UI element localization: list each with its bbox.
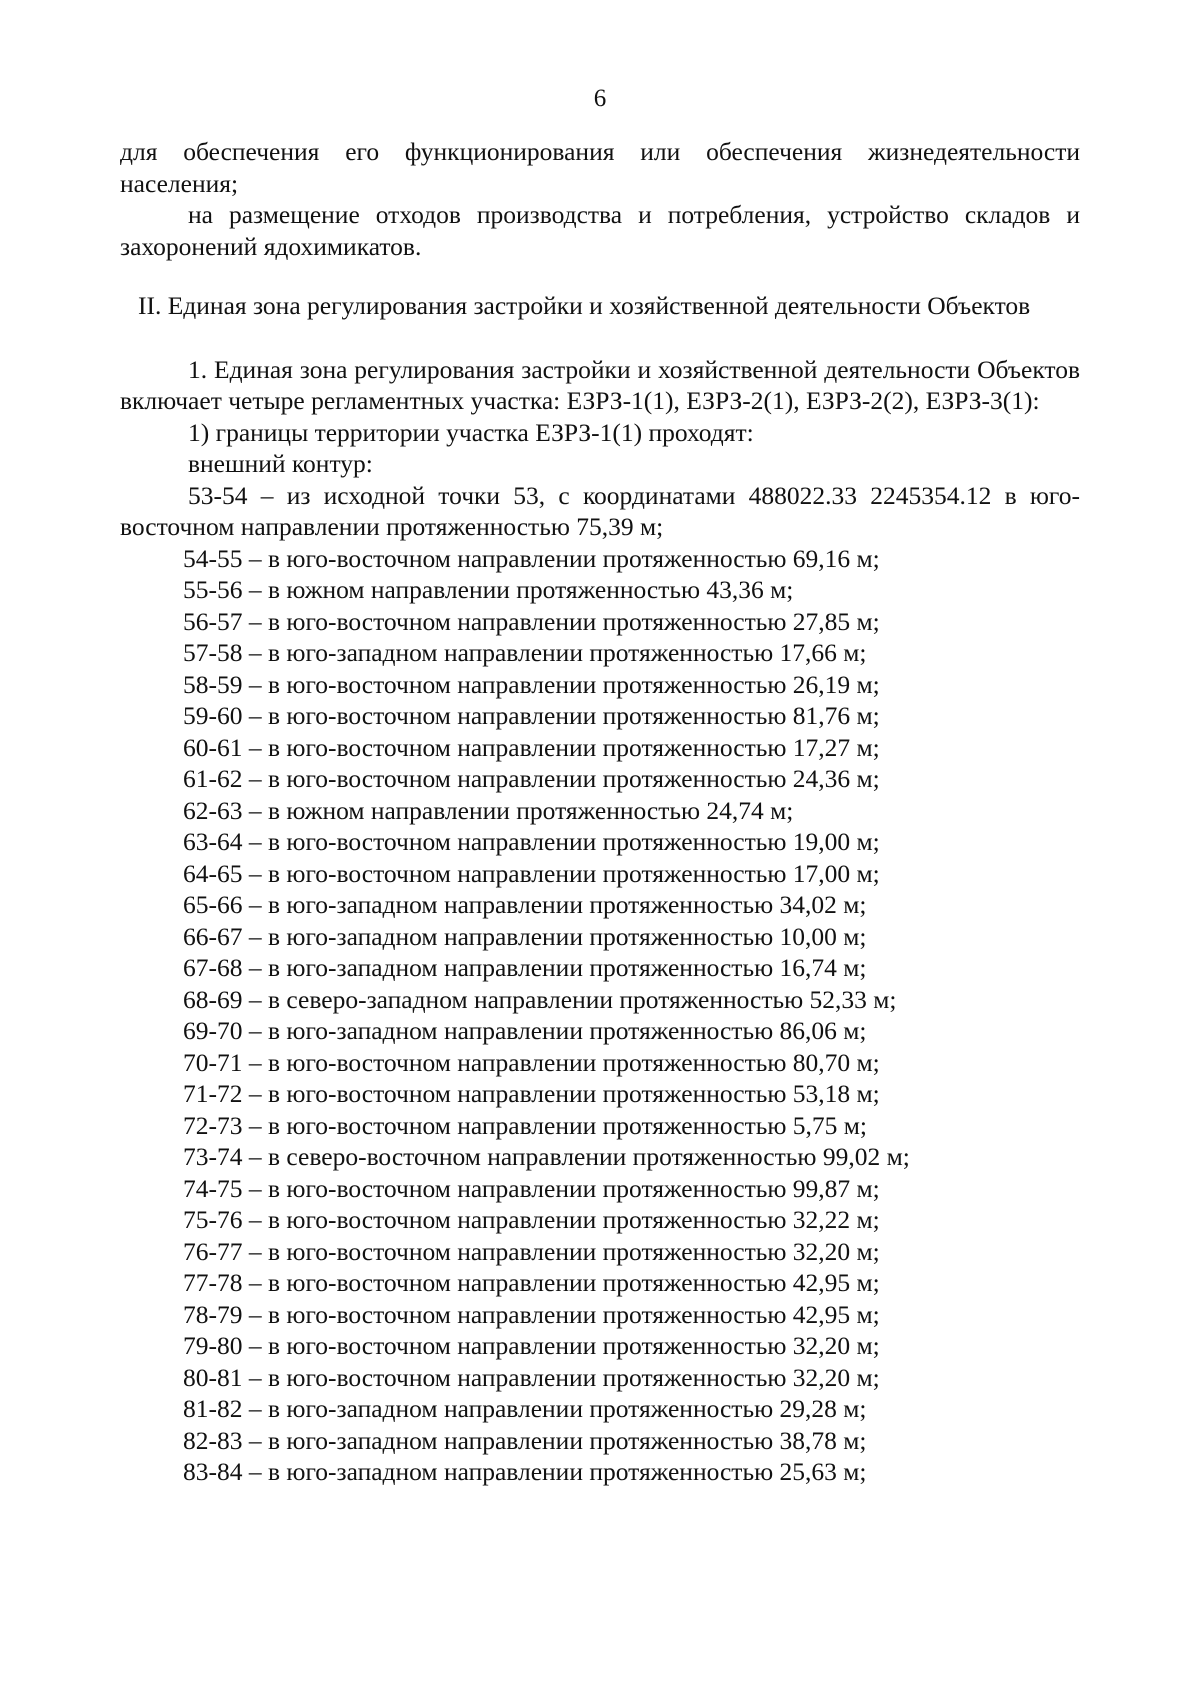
boundary-segment [120, 1110, 1080, 1142]
segment-id: 82-83 – [183, 1426, 268, 1455]
boundary-segment [120, 1362, 1080, 1394]
segment-description: в юго-западном направлении протяженностью 34,02 м; [268, 890, 867, 919]
segment-description: в северо-западном направлении протяженностью 52,33 м; [268, 984, 897, 1014]
boundary-segment [120, 1267, 1080, 1299]
segment-description: в юго-восточном направлении протяженностью 81,76 м; [268, 701, 880, 730]
boundary-segment [120, 826, 1080, 858]
segment-description: в юго-восточном направлении протяженностью 32,20 м; [268, 1362, 880, 1392]
segment-id: 83-84 – [183, 1457, 268, 1486]
segment-description: в юго-восточном направлении протяженностью 32,20 м; [268, 1236, 880, 1266]
segment-description: в юго-западном направлении протяженностью 86,06 м; [268, 1016, 867, 1045]
segment-id: 61-62 – [183, 764, 268, 793]
segment-description: в юго-восточном направлении протяженностью 26,19 м; [268, 669, 880, 699]
boundary-segment [120, 1456, 1080, 1488]
boundary-segment [120, 795, 1080, 827]
boundary-segment [120, 574, 1080, 606]
segment-description: в юго-восточном направлении протяженностью 27,85 м; [268, 606, 880, 636]
segment-id: 73-74 – [183, 1142, 268, 1171]
segment-id: 78-79 – [183, 1300, 268, 1329]
segment-description: в северо-восточном направлении протяженностью 99,02 м; [268, 1142, 910, 1171]
segment-id: 79-80 – [183, 1331, 268, 1360]
segment-id: 68-69 – [183, 985, 268, 1014]
segment-description: в юго-восточном направлении протяженностью 24,36 м; [268, 764, 880, 793]
segment-description: в южном направлении протяженностью 24,74 м; [268, 795, 794, 825]
segment-description: в юго-восточном направлении протяженностью 17,00 м; [268, 858, 880, 888]
boundary-segment [120, 1173, 1080, 1205]
boundary-segment [120, 606, 1080, 638]
segment-description: в юго-западном направлении протяженностью 38,78 м; [268, 1425, 867, 1455]
boundary-segment [120, 1015, 1080, 1047]
boundary-segment [120, 669, 1080, 701]
segment-id: 71-72 – [183, 1079, 268, 1108]
first-segment: 53-54 – из исходной точки 53, с координатами 488022.33 2245354.12 в юго-восточном направлении протяженностью 75,39 м; [120, 480, 1080, 541]
page-number: 6 [593, 85, 607, 112]
segment-id: 72-73 – [183, 1111, 268, 1140]
boundary-segment [120, 543, 1080, 575]
segment-id: 59-60 – [183, 701, 268, 730]
boundary-segment [120, 858, 1080, 890]
boundary-segment [120, 637, 1080, 669]
segment-description: в юго-восточном направлении протяженностью 42,95 м; [268, 1268, 880, 1297]
segment-description: в юго-западном направлении протяженностью 16,74 м; [268, 953, 867, 982]
boundary-segment [120, 700, 1080, 732]
segment-description: в юго-западном направлении протяженностью 25,63 м; [268, 1457, 867, 1486]
segment-id: 80-81 – [183, 1363, 268, 1392]
boundary-segment [120, 1393, 1080, 1425]
segment-id: 57-58 – [183, 638, 268, 667]
segment-id: 69-70 – [183, 1016, 268, 1045]
segment-description: в юго-восточном направлении протяженностью 5,75 м; [268, 1110, 868, 1140]
boundary-segment [120, 1047, 1080, 1079]
boundary-segment [120, 1141, 1080, 1173]
segment-description: в юго-восточном направлении протяженностью 80,70 м; [268, 1047, 880, 1077]
boundary-segment [120, 921, 1080, 953]
segment-description: в южном направлении протяженностью 43,36 м; [268, 575, 794, 604]
segment-description: в юго-восточном направлении протяженностью 17,27 м; [268, 732, 880, 762]
segment-description: в юго-восточном направлении протяженностью 32,22 м; [268, 1205, 880, 1234]
segment-description: в юго-восточном направлении протяженностью 69,16 м; [268, 543, 880, 573]
document-body [120, 136, 1080, 1488]
intro-paragraph-2: на размещение отходов производства и потребления, устройство складов и захоронений ядохимикатов. [120, 200, 1080, 261]
segment-description: в юго-западном направлении протяженностью 10,00 м; [268, 921, 867, 951]
segment-description: в юго-восточном направлении протяженностью 42,95 м; [268, 1299, 880, 1329]
boundary-segment [120, 1425, 1080, 1457]
boundary-segment [120, 763, 1080, 795]
segment-id: 63-64 – [183, 827, 268, 856]
segment-id: 76-77 – [183, 1237, 268, 1266]
section-heading: II. Единая зона регулирования застройки и хозяйственной деятельности Объектов [138, 291, 1031, 320]
boundary-segment-list [120, 543, 1080, 1488]
segment-description: в юго-восточном направлении протяженностью 53,18 м; [268, 1079, 880, 1108]
segment-id: 58-59 – [183, 670, 268, 699]
segment-description: в юго-западном направлении протяженностью 29,28 м; [268, 1394, 867, 1423]
segment-id: 62-63 – [183, 796, 268, 825]
segment-description: в юго-восточном направлении протяженностью 19,00 м; [268, 827, 880, 856]
segment-id: 81-82 – [183, 1394, 268, 1423]
segment-description: в юго-западном направлении протяженностью 17,66 м; [268, 638, 867, 667]
segment-id: 60-61 – [183, 733, 268, 762]
intro-paragraph-1: для обеспечения его функционирования или обеспечения жизнедеятельности населения; [120, 137, 1080, 198]
contour-label: внешний контур: [188, 449, 373, 478]
segment-id: 64-65 – [183, 859, 268, 888]
boundary-segment [120, 984, 1080, 1016]
segment-id: 56-57 – [183, 607, 268, 636]
segment-id: 77-78 – [183, 1268, 268, 1297]
boundary-segment [120, 1204, 1080, 1236]
segment-description: в юго-восточном направлении протяженностью 32,20 м; [268, 1331, 880, 1360]
segment-description: в юго-восточном направлении протяженностью 99,87 м; [268, 1173, 880, 1203]
segment-id: 66-67 – [183, 922, 268, 951]
boundary-segment [120, 1299, 1080, 1331]
segment-id: 70-71 – [183, 1048, 268, 1077]
segment-id: 74-75 – [183, 1174, 268, 1203]
boundary-segment [120, 889, 1080, 921]
boundary-segment [120, 952, 1080, 984]
segment-id: 67-68 – [183, 953, 268, 982]
segment-id: 54-55 – [183, 544, 268, 573]
segment-id: 55-56 – [183, 575, 268, 604]
segment-id: 75-76 – [183, 1205, 268, 1234]
segment-id: 65-66 – [183, 890, 268, 919]
subclause-1: 1) границы территории участка ЕЗРЗ-1(1) проходят: [188, 417, 754, 447]
boundary-segment [120, 1078, 1080, 1110]
boundary-segment [120, 732, 1080, 764]
clause-1: 1. Единая зона регулирования застройки и хозяйственной деятельности Объектов включает четыре регламентных участка: ЕЗРЗ-1(1), ЕЗРЗ-2(1), ЕЗРЗ-2(2), ЕЗРЗ-3(1): [120, 354, 1080, 415]
boundary-segment [120, 1236, 1080, 1268]
boundary-segment [120, 1330, 1080, 1362]
